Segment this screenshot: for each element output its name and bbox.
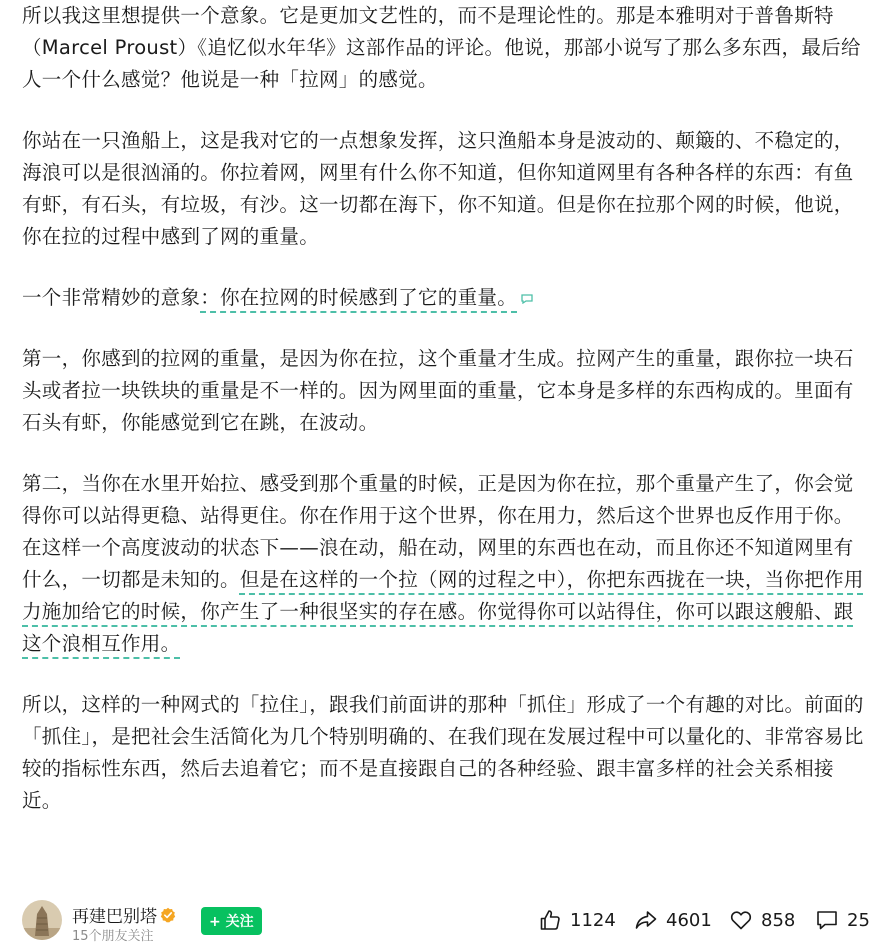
follow-button[interactable]: + 关注 bbox=[201, 907, 262, 935]
paragraph-3 bbox=[22, 282, 872, 314]
paragraph-5 bbox=[22, 468, 872, 660]
favorite-button[interactable] bbox=[729, 908, 795, 932]
share-arrow-icon bbox=[634, 908, 658, 932]
highlighted-passage[interactable]: 但是在这样的一个拉（网的过程之中），你把东西拢在一块，当你把作用力施加给它的时候，你产生了一种很坚实的存在感。你觉得你可以站得住，你可以跟这艘船、跟这个浪相互作用。 bbox=[22, 568, 864, 655]
paragraph-2: 你站在一只渔船上，这是我对它的一点想象发挥，这只渔船本身是波动的、颠簸的、不稳定的，海浪可以是很汹涌的。你拉着网，网里有什么你不知道，但你知道网里有各种各样的东西：有鱼有虾，有石头，有垃圾，有沙。这一切都在海下，你不知道。但是你在拉那个网的时候，他说，你在拉的过程中感到了网的重量。 bbox=[22, 129, 854, 248]
paragraph-6: 所以，这样的一种网式的「拉住」，跟我们前面讲的那种「抓住」形成了一个有趣的对比。前面的「抓住」，是把社会生活简化为几个特别明确的、在我们现在发展过程中可以量化的、非常容易比较的指标性东西，然后去追着它；而不是直接跟自己的各种经验、跟丰富多样的社会关系相接近。 bbox=[22, 693, 864, 812]
heart-icon bbox=[729, 908, 753, 932]
like-button[interactable] bbox=[538, 908, 616, 932]
favorite-count: 858 bbox=[761, 909, 796, 931]
author-name[interactable]: 再建巴别塔 bbox=[72, 907, 157, 927]
author-info[interactable] bbox=[72, 902, 176, 927]
friends-following-count: 15个朋友关注 bbox=[72, 929, 154, 944]
comment-count: 25 bbox=[847, 909, 870, 931]
share-button[interactable] bbox=[634, 908, 712, 932]
avatar[interactable] bbox=[22, 900, 62, 940]
comment-icon bbox=[815, 908, 839, 932]
thumbs-up-icon bbox=[538, 908, 562, 932]
highlighted-quote[interactable]: ：你在拉网的时候感到了它的重量。 bbox=[200, 286, 518, 309]
paragraph-1: 所以我这里想提供一个意象。它是更加文艺性的，而不是理论性的。那是本雅明对于普鲁斯特（Marcel Proust）《追忆似水年华》这部作品的评论。他说，那部小说写了那么多东西，最后给人一个什么感觉？他说是一种「拉网」的感觉。 bbox=[22, 4, 861, 91]
paragraph-4: 第一，你感到的拉网的重量，是因为你在拉，这个重量才生成。拉网产生的重量，跟你拉一块石头或者拉一块铁块的重量是不一样的。因为网里面的重量，它本身是多样的东西构成的。里面有石头有虾，你能感觉到它在跳，在波动。 bbox=[22, 347, 854, 434]
comment-bubble-icon[interactable] bbox=[521, 294, 533, 304]
paragraph-3-text: 一个非常精妙的意象 bbox=[22, 286, 201, 309]
share-count: 4601 bbox=[666, 909, 712, 931]
like-count: 1124 bbox=[570, 909, 616, 931]
article-body bbox=[22, 0, 872, 846]
verified-badge-icon bbox=[160, 907, 176, 923]
comment-button[interactable] bbox=[815, 908, 870, 932]
paragraph-5-text: 第二，当你在水里开始拉、感受到那个重量的时候，正是因为你在拉，那个重量产生了，你会觉得你可以站得更稳、站得更住。你在作用于这个世界，你在用力，然后这个世界也反作用于你。在这样一个高度波动的状态下——浪在动，船在动，网里的东西也在动，而且你还不知道网里有什么，一切都是未知的。 bbox=[22, 472, 854, 591]
bottom-action-bar bbox=[0, 892, 890, 951]
tower-avatar-icon bbox=[22, 900, 62, 940]
